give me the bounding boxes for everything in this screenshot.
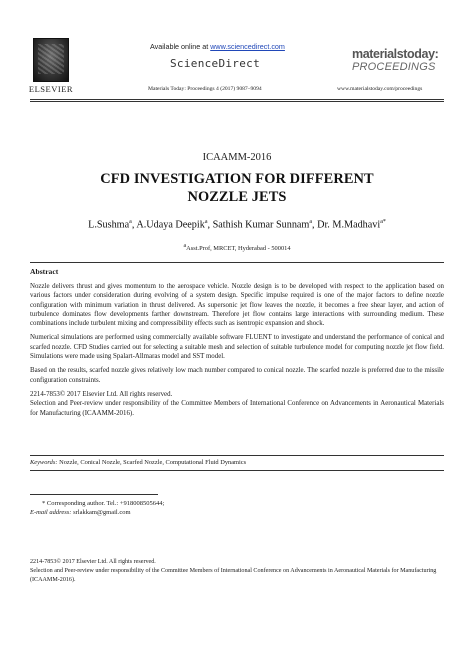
abstract-peer-review: Selection and Peer-review under responsibility of the Committee Members of International Conference on Advancements in Aeronautical Materials for Manufacturing (ICAAMM-2016). [30, 400, 444, 417]
footer-copyright: 2214-7853© 2017 Elsevier Ltd. All rights reserved. [30, 559, 156, 565]
footer-peer-review: Selection and Peer-review under responsibility of the Committee Members of International Conference on Advancements in Aeronautical Materials for Manufacturing (ICAAMM-2016). [30, 568, 437, 583]
abstract-body [30, 282, 444, 423]
affiliation-mark: a [183, 243, 187, 249]
brand-line-1: materialstoday: [352, 47, 439, 61]
author-affiliation-mark: a* [380, 219, 386, 225]
author-name: A.Udaya Deepik [136, 219, 205, 231]
journal-reference: Materials Today: Proceedings 4 (2017) 9087–9094 [148, 86, 262, 92]
abstract-heading: Abstract [30, 267, 59, 276]
affiliation-text: Asst.Prof, MRCET, Hyderabad - 500014 [186, 245, 291, 253]
author-name: Dr. M.Madhavi [317, 219, 381, 231]
keywords-divider-top [30, 455, 444, 456]
brand-line-2: PROCEEDINGS [352, 60, 436, 73]
author-affiliation-mark: a [129, 219, 132, 225]
paper-title: CFD INVESTIGATION FOR DIFFERENT NOZZLE JETS [100, 171, 374, 205]
sciencedirect-link[interactable]: www.sciencedirect.com [210, 42, 285, 51]
author-separator: , [312, 219, 318, 231]
elsevier-logo [26, 38, 76, 94]
footnote-rule [30, 494, 158, 495]
conference-name: ICAAMM-2016 [202, 152, 272, 163]
author-affiliation-mark: a [309, 219, 313, 225]
journal-url: www.materialstoday.com/proceedings [337, 86, 423, 92]
keywords-label: Keywords: [30, 459, 58, 466]
abstract-paragraph: Numerical simulations are performed using commercially available software FLUENT to investigate and understand the performance of conical and scarfed nozzle. CFD Studies carried out for selecting a suitable mesh and selection of suitable turbulence model for computing nozzle jet flow field. Simulations were made using Spalart-Allmaras model and SST model. [30, 334, 444, 361]
author-separator: , [207, 219, 213, 231]
email-label: E-mail address: [30, 509, 72, 516]
elsevier-tree-icon [33, 38, 69, 82]
materials-today-logo [352, 48, 438, 73]
sciencedirect-logo: ScienceDirect [170, 57, 260, 70]
author-separator: , [131, 219, 137, 231]
keywords-line [30, 459, 444, 466]
available-prefix: Available online at [150, 42, 211, 51]
email-address[interactable]: srlakkam@gmail.com [71, 509, 131, 516]
abstract-copyright: 2214-7853© 2017 Elsevier Ltd. All rights reserved. [30, 390, 173, 398]
corresponding-author-note: * Corresponding author. Tel.: +918008505644; [42, 500, 165, 507]
author-name: Sathish Kumar Sunnam [212, 219, 310, 231]
abstract-paragraph: Based on the results, scarfed nozzle gives relatively low mach number compared to conical nozzle. The scarfed nozzle is preferred due to the missile configuration constraints. [30, 367, 444, 384]
author-list [0, 219, 474, 230]
email-note [30, 509, 131, 516]
keywords-divider-bottom [30, 470, 444, 471]
elsevier-wordmark: ELSEVIER [28, 84, 74, 94]
page-footer [30, 558, 444, 585]
header-divider-top [30, 99, 444, 100]
abstract-divider-top [30, 262, 444, 263]
author-name: L.Sushma [88, 219, 130, 231]
abstract-paragraph: Nozzle delivers thrust and gives momentum to the aerospace vehicle. Nozzle design is to be developed with respect to the application based on various factors under consideration during evolving of a system design. Specific impulse required is one of the major factors to define nozzle configuration with minimum variation in thrust delivered. As supersonic jet flow leaves the nozzle, it becomes a free shear layer, and action of turbulence dominates flow developments farther downstream. Therefore jet flow contains large interactions with surrounding medium. These combinations include turbulent mixing and compressibility effects such as isentropic expansion and shock. [30, 283, 444, 328]
author-affiliation-mark: a [204, 219, 208, 225]
header-divider-bottom [30, 101, 444, 102]
author-affiliation [0, 243, 474, 252]
keywords-list: Nozzle, Conical Nozzle, Scarfed Nozzle, Computational Fluid Dynamics [59, 459, 247, 466]
availability-line [150, 42, 285, 51]
